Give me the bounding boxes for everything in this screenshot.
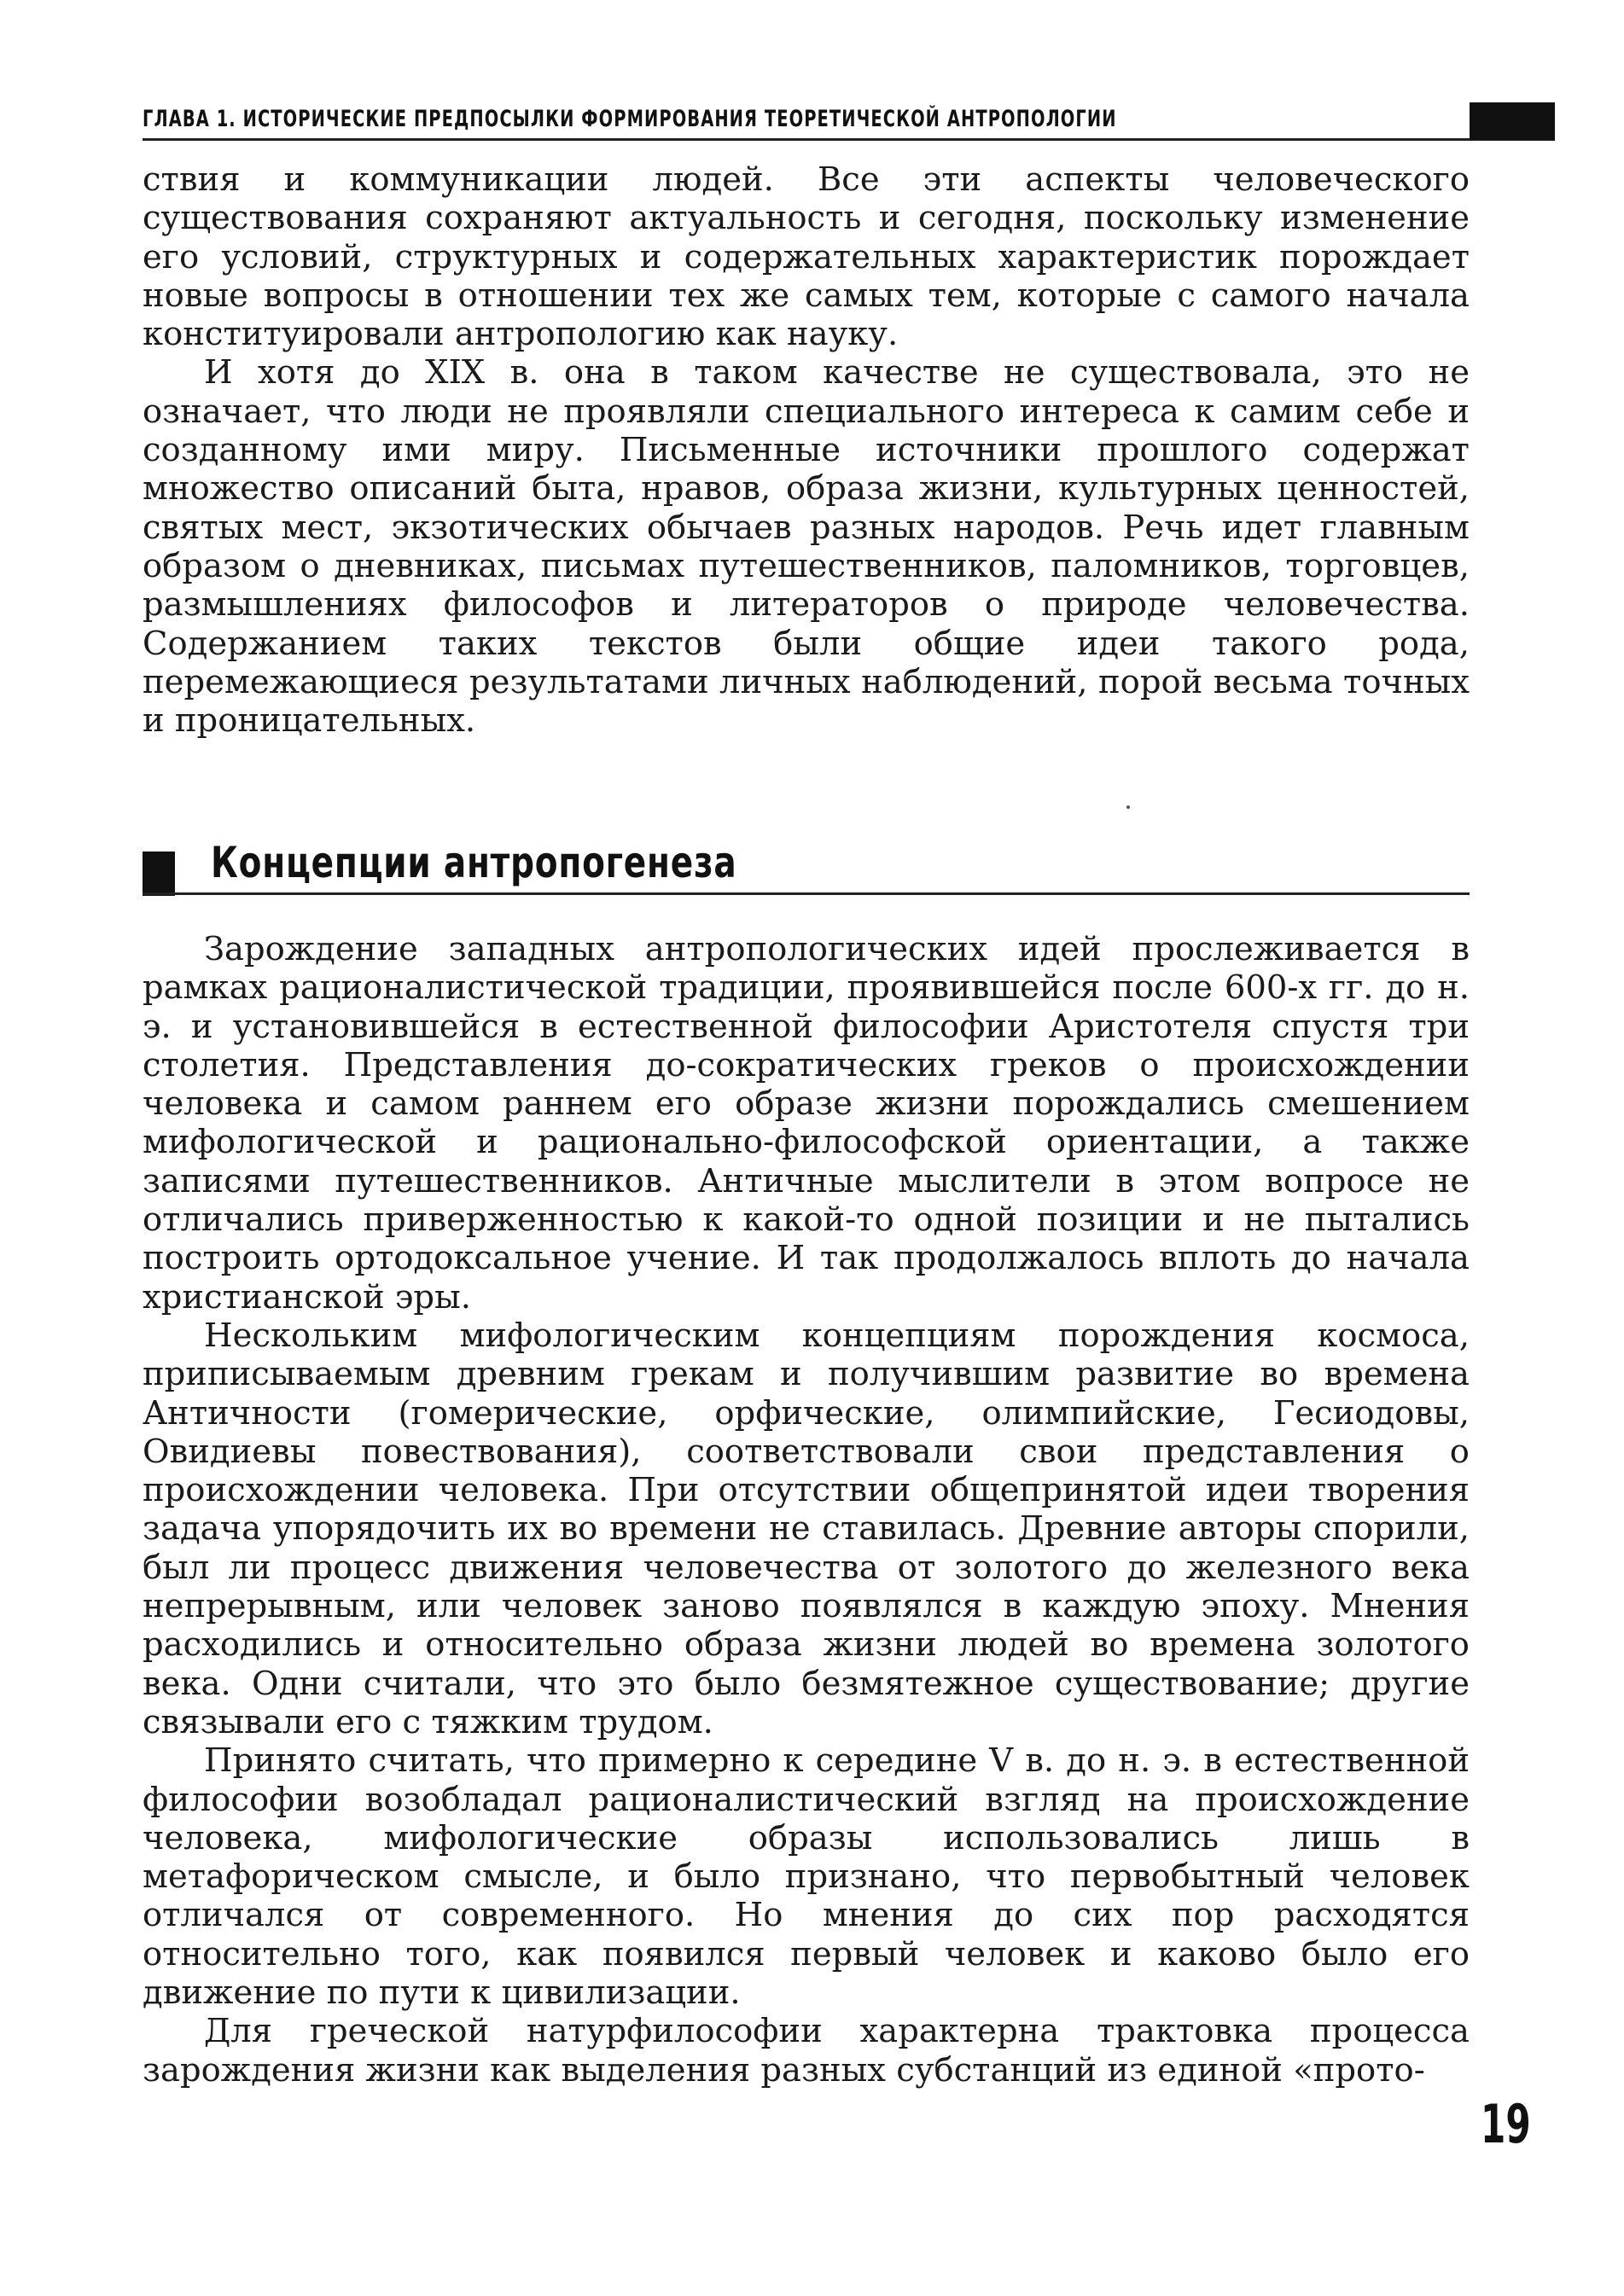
header-rule [143,138,1555,141]
chapter-title: ГЛАВА 1. ИСТОРИЧЕСКИЕ ПРЕДПОСЫЛКИ ФОРМИРОВАНИЯ ТЕОРЕТИЧЕСКОЙ АНТРОПОЛОГИИ [143,106,1117,132]
running-header [143,104,1555,140]
paragraph: И хотя до XIX в. она в таком качестве не существовала, это не означает, что люди не проявляли специального интереса к самим себе и созданному ими миру. Письменные источники прошлого содержат множество описаний быта, нравов, образа жизни, культурных ценностей, святых мест, экзотических обычаев разных народов. Речь идет главным образом о дневниках, письмах путешественников, паломников, торговцев, размышлениях философов и литераторов о природе человечества. Содержанием таких текстов были общие идеи такого рода, перемежающиеся результатами личных наблюдений, порой весьма точных и проницательных. [143,353,1470,741]
section-heading [143,833,1470,901]
section-rule [143,892,1470,895]
paragraph: Зарождение западных антропологических идей прослеживается в рамках рационалистической традиции, проявившейся после 600-х гг. до н. э. и установившейся в естественной философии Аристотеля спустя три столетия. Представления до-сократических греков о происхождении человека и самом раннем его образе жизни порождались смешением мифологической и рационально-философской ориентации, а также записями путешественников. Античные мыслители в этом вопросе не отличались приверженностью к какой-то одной позиции и не пытались построить ортодоксальное учение. И так продолжалось вплоть до начала христианской эры. [143,930,1470,1317]
paragraph: Принято считать, что примерно к середине V в. до н. э. в естественной философии возобладал рационалистический взгляд на происхождение человека, мифологические образы использовались лишь в метафорическом смысле, и было признано, что первобытный человек отличался от современного. Но мнения до сих пор расходятся относительно того, как появился первый человек и каково было его движение по пути к цивилизации. [143,1741,1470,2013]
section-marker-icon [143,852,175,896]
header-thumb-tab [1470,102,1555,140]
paragraph: Для греческой натурфилософии характерна трактовка процесса зарождения жизни как выделения разных субстанций из единой «прото- [143,2012,1470,2090]
top-text-block [143,160,1470,740]
scan-speck [1126,805,1130,809]
paragraph: ствия и коммуникации людей. Все эти аспекты человеческого существования сохраняют актуальность и сегодня, поскольку изменение его условий, структурных и содержательных характеристик порождает новые вопросы в отношении тех же самых тем, которые с самого начала конституировали антропологию как науку. [143,160,1470,354]
page-number: 19 [1481,2093,1531,2155]
section-title: Концепции антропогенеза [211,838,737,887]
paragraph: Нескольким мифологическим концепциям порождения космоса, приписываемым древним грекам и получившим развитие во времена Античности (гомерические, орфические, олимпийские, Гесиодовы, Овидиевы повествования), соответствовали свои представления о происхождении человека. При отсутствии общепринятой идеи творения задача упорядочить их во времени не ставилась. Древние авторы спорили, был ли процесс движения человечества от золотого до железного века непрерывным, или человек заново появлялся в каждую эпоху. Мнения расходились и относительно образа жизни людей во времена золотого века. Одни считали, что это было безмятежное существование; другие связывали его с тяжким трудом. [143,1316,1470,1741]
section-text-block [143,930,1470,2090]
